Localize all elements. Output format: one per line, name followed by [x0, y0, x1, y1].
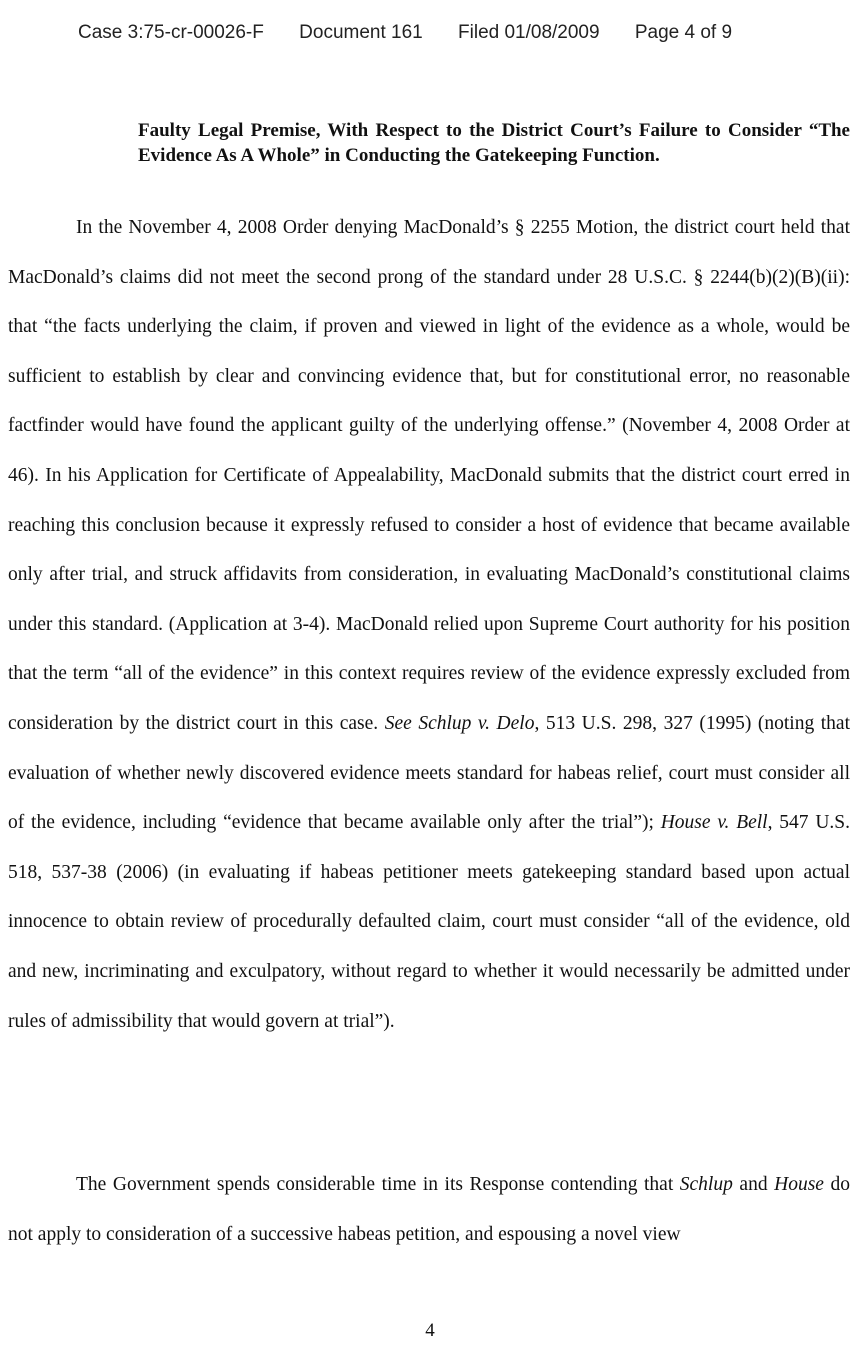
paragraph-1-text-b: , 513 U.S. 298, 327 (1995) (noting that evaluation of whether newly discovered evidence meets standard for habeas relief, court must consider all of the evidence, including “evidence that became available only after the trial”);: [8, 712, 851, 834]
document-header: [78, 22, 798, 44]
paragraph-2-text-b: and: [732, 1174, 775, 1195]
paragraph-1-text-a: In the November 4, 2008 Order denying MacDonald’s § 2255 Motion, the district court held that MacDonald’s claims did not meet the second prong of the standard under 28 U.S.C. § 2244(b)(2)(B)(ii): that “the facts underlying the claim, if proven and viewed in light of the evidence as a whole, would be sufficient to establish by clear and convincing evidence that, but for constitutional error, no reasonable factfinder would have found the applicant guilty of the underlying offense.” (November 4, 2008 Order at 46). In his Application for Certificate of Appealability, MacDonald submits that the district court erred in reaching this conclusion because it expressly refused to consider a host of evidence that became available only after trial, and struck affidavits from consideration, in evaluating MacDonald’s constitutional claims under this standard. (Application at 3-4). MacDonald relied upon Supreme Court authority for his position that the term “all of the evidence” in this context requires review of the evidence expressly excluded from consideration by the district court in this case.: [8, 217, 850, 734]
paragraph-2-text-a: The Government spends considerable time in its Response contending that: [76, 1174, 680, 1195]
paragraph-1: [8, 203, 850, 1046]
paragraph-1-text-c: , 547 U.S. 518, 537-38 (2006) (in evaluating if habeas petitioner meets gatekeeping standard based upon actual innocence to obtain review of procedurally defaulted claim, court must consider “all of the evidence, old and new, incriminating and exculpatory, without regard to whether it would necessarily be admitted under rules of admissibility that would govern at trial”).: [8, 812, 851, 1032]
section-heading: Faulty Legal Premise, With Respect to the District Court’s Failure to Consider “The Evidence As A Whole” in Conducting the Gatekeeping Function.: [138, 120, 850, 166]
citation-house: House v. Bell: [660, 812, 768, 834]
case-number: Case 3:75-cr-00026-F: [78, 22, 264, 43]
page-number: 4: [425, 1320, 435, 1341]
paragraph-2-text-c: do not apply to consideration of a successive habeas petition, and espousing a novel view: [8, 1174, 851, 1245]
citation-schlup: See Schlup v. Delo: [384, 712, 535, 734]
document-number: Document 161: [299, 22, 423, 43]
citation-schlup-short: Schlup: [679, 1174, 733, 1195]
page-indicator: Page 4 of 9: [634, 22, 733, 43]
citation-house-short: House: [774, 1174, 824, 1195]
paragraph-2: [8, 1160, 850, 1259]
filed-date: Filed 01/08/2009: [458, 22, 600, 43]
